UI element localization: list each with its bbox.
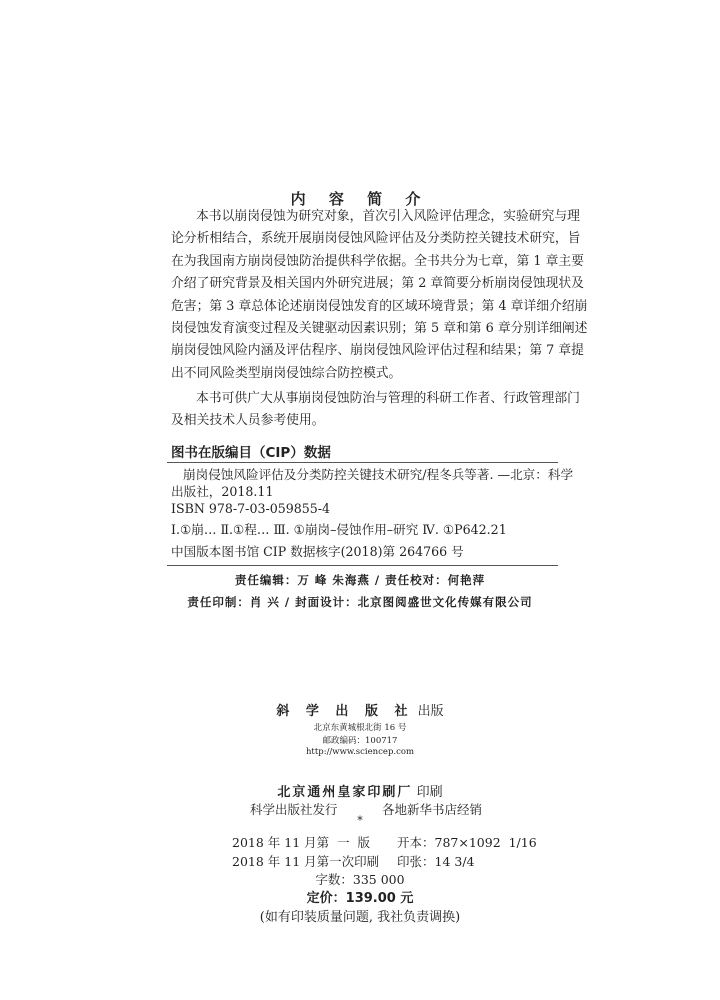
publisher-line (0, 700, 720, 719)
editor-credits: 责任编辑：万 峰 朱海燕 / 责任校对：何艳萍 (234, 573, 486, 587)
cip-record (171, 466, 574, 560)
cip-isbn: ISBN 978-7-03-059855-4 (171, 501, 331, 516)
seller: 各地新华书店经销 (382, 802, 483, 817)
cip-bottom-rule (167, 565, 558, 566)
intro-line: 本书可供广大从事崩岗侵蚀防治与管理的科研工作者、行政管理部门 (196, 391, 580, 406)
issuer: 科学出版社发行 (250, 802, 338, 817)
publisher-name: 斜 学 出 版 社 (276, 704, 414, 719)
intro-line: 出不同风险类型崩岗侵蚀综合防控模式。 (171, 365, 402, 381)
intro-line: 及相关技术人员参考使用。 (171, 413, 325, 429)
cip-classification: Ⅰ.①崩… Ⅱ.①程… Ⅲ. ①崩岗–侵蚀作用–研究 Ⅳ. ①P642.21 (171, 522, 507, 537)
cip-number: 中国版本图书馆 CIP 数据核字(2018)第 264766 号 (171, 544, 464, 559)
printing-credits: 责任印制：肖 兴 / 封面设计：北京图阅盛世文化传媒有限公司 (187, 595, 533, 609)
word-count: 字数：335 000 (315, 872, 405, 887)
intro-line: 危害；第 3 章总体论述崩岗侵蚀发育的区域环境背景；第 4 章详细介绍崩 (171, 298, 588, 314)
publisher-suffix: 出版 (413, 704, 444, 719)
intro-line: 岗侵蚀发育演变过程及关键驱动因素识别；第 5 章和第 6 章分别详细阐述 (171, 321, 588, 337)
printer-suffix: 印刷 (412, 785, 443, 800)
quality-note: (如有印装质量问题, 我社负责调换) (259, 910, 461, 925)
printer-line (0, 781, 720, 800)
intro-line: 在为我国南方崩岗侵蚀防治提供科学依据。全书共分为七章，第 1 章主要 (171, 253, 584, 269)
printer-name: 北京通州皇家印刷厂 (277, 785, 413, 800)
sheet-info: 印张：14 3/4 (397, 854, 475, 869)
cip-top-rule (167, 462, 558, 463)
intro-title: 内 容 简 介 (290, 190, 430, 208)
printing-info: 2018 年 11 月第一次印刷 (232, 854, 380, 869)
edition-info: 2018 年 11 月第 一 版 (232, 835, 371, 850)
publisher-address: 北京东黄城根北街 16 号 (313, 723, 407, 733)
intro-paragraph-2 (171, 388, 580, 433)
cip-heading: 图书在版编目（CIP）数据 (171, 445, 331, 461)
price-value: 139.00 元 (345, 891, 414, 906)
intro-line: 崩岗侵蚀风险内涵及评估程序、崩岗侵蚀风险评估过程和结果；第 7 章提 (171, 343, 584, 359)
cip-title-line: 出版社，2018.11 (171, 484, 274, 499)
format-info: 开本：787×1092 1/16 (397, 835, 537, 850)
intro-line: 本书以崩岗侵蚀为研究对象，首次引入风险评估理念，实验研究与理 (196, 209, 580, 224)
intro-line: 介绍了研究背景及相关国内外研究进展；第 2 章简要分析崩岗侵蚀现状及 (171, 276, 584, 292)
publisher-postcode: 邮政编码：100717 (322, 736, 398, 746)
intro-line: 论分析相结合，系统开展崩岗侵蚀风险评估及分类防控关键技术研究，旨 (171, 231, 581, 247)
price-label: 定价： (306, 891, 346, 906)
publisher-url: http://www.sciencep.com (305, 747, 415, 757)
price-line (0, 887, 720, 906)
separator-star: * (357, 814, 363, 827)
intro-paragraph-1 (171, 206, 588, 385)
cip-title-line: 崩岗侵蚀风险评估及分类防控关键技术研究/程冬兵等著. —北京：科学 (183, 467, 574, 482)
